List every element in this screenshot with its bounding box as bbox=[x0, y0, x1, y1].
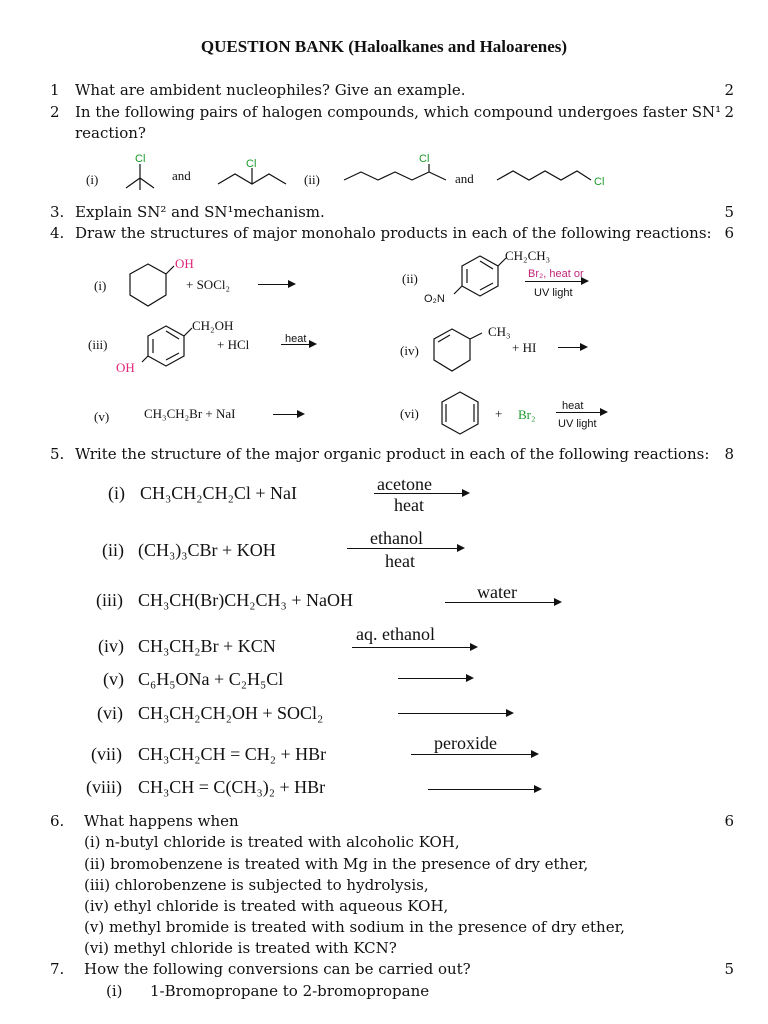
q4-iii-reagent: + HCl bbox=[217, 337, 250, 352]
q2-cl-label: Cl bbox=[135, 153, 146, 165]
q7-text: How the following conversions can be carried out? bbox=[84, 960, 471, 978]
q2-cl-label: Cl bbox=[246, 158, 257, 170]
q4-vi-condition-top: heat bbox=[562, 400, 584, 412]
q4-iv-label: (iv) bbox=[400, 343, 419, 358]
q5-marks: 8 bbox=[724, 445, 734, 463]
q6-marks: 6 bbox=[724, 812, 734, 830]
q4-vi-label: (vi) bbox=[400, 406, 419, 421]
reaction-condition-bottom: heat bbox=[385, 551, 415, 571]
q4-iv-reagent: + HI bbox=[512, 340, 537, 355]
reaction-condition-top: peroxide bbox=[434, 733, 497, 753]
q6-number: 6. bbox=[50, 812, 65, 830]
q4-iii-condition: heat bbox=[285, 333, 307, 345]
cyclohexa-1,3-diene-structure bbox=[440, 390, 480, 438]
q7-item-label: (i) bbox=[106, 982, 123, 1000]
reaction-equation: CH₃CH(Br)CH₂CH₃ + NaOH bbox=[138, 590, 353, 610]
q6-item: (vi) methyl chloride is treated with KCN? bbox=[84, 939, 397, 957]
4-ethylnitrobenzene-structure bbox=[452, 250, 508, 298]
q7-number: 7. bbox=[50, 960, 65, 978]
reaction-condition-top: aq. ethanol bbox=[356, 624, 435, 644]
q4-iii-label: (iii) bbox=[88, 337, 108, 352]
reaction-equation: CH₃CH₂CH₂OH + SOCl₂ bbox=[138, 703, 324, 723]
q6-text: What happens when bbox=[84, 812, 239, 830]
q5-number: 5. bbox=[50, 445, 65, 463]
q4-v-label: (v) bbox=[94, 409, 110, 424]
q4-i-reagent: + SOCl₂ bbox=[186, 277, 231, 292]
2-chlorohexane-structure bbox=[344, 164, 448, 188]
reaction-equation: (CH₃)₃CBr + KOH bbox=[138, 540, 276, 560]
q3-text: Explain SN² and SN¹mechanism. bbox=[75, 203, 325, 221]
reaction-arrow bbox=[398, 678, 472, 679]
reaction-arrow bbox=[258, 284, 294, 285]
reaction-arrow bbox=[558, 347, 586, 348]
reaction-arrow bbox=[428, 789, 540, 790]
q3-marks: 5 bbox=[724, 203, 734, 221]
q2-number: 2 bbox=[50, 103, 60, 121]
q2-cl-label: Cl bbox=[594, 176, 605, 188]
reaction-condition-top: ethanol bbox=[370, 528, 423, 548]
q7-item-text: 1-Bromopropane to 2-bromopropane bbox=[150, 982, 430, 1000]
q4-vi-condition-bottom: UV light bbox=[558, 418, 597, 430]
reaction-label: (vi) bbox=[97, 703, 123, 723]
q1-text: What are ambident nucleophiles? Give an example. bbox=[75, 81, 466, 99]
q2-and-1: and bbox=[172, 168, 191, 183]
q6-item: (iii) chlorobenzene is subjected to hydrolysis, bbox=[84, 876, 429, 894]
q4-ii-condition-bottom: UV light bbox=[534, 287, 573, 299]
reaction-label: (viii) bbox=[86, 777, 122, 797]
q2-pair-i-label: (i) bbox=[86, 172, 99, 187]
q4-ii-label: (ii) bbox=[402, 271, 418, 286]
q5-text: Write the structure of the major organic product in each of the following reactions: bbox=[75, 445, 710, 463]
q6-item: (i) n-butyl chloride is treated with alcoholic KOH, bbox=[84, 833, 460, 851]
q4-ii-condition-top: Br₂, heat or bbox=[528, 268, 584, 280]
reaction-arrow bbox=[347, 548, 463, 549]
reaction-arrow bbox=[281, 344, 315, 345]
reaction-arrow bbox=[411, 754, 537, 755]
reaction-arrow bbox=[273, 414, 303, 415]
q2-marks: 2 bbox=[724, 103, 734, 121]
1-methylcyclohexene-structure bbox=[430, 325, 488, 373]
reaction-arrow bbox=[374, 493, 468, 494]
reaction-label: (iii) bbox=[96, 590, 123, 610]
reaction-label: (iv) bbox=[98, 636, 124, 656]
q2-text-line1: In the following pairs of halogen compounds, which compound undergoes faster SN¹ bbox=[75, 103, 722, 121]
q2-and-2: and bbox=[455, 171, 474, 186]
q4-number: 4. bbox=[50, 224, 65, 242]
reaction-label: (ii) bbox=[102, 540, 124, 560]
reaction-condition-top: water bbox=[477, 582, 517, 602]
reaction-condition-bottom: heat bbox=[394, 495, 424, 515]
page-title: QUESTION BANK (Haloalkanes and Haloarenes) bbox=[200, 37, 568, 56]
q6-item: (ii) bromobenzene is treated with Mg in the presence of dry ether, bbox=[84, 855, 589, 873]
q4-i-oh: OH bbox=[175, 256, 194, 271]
reaction-label: (i) bbox=[108, 483, 125, 503]
reaction-equation: C₆H₅ONa + C₂H₅Cl bbox=[138, 669, 284, 689]
reaction-arrow bbox=[398, 713, 512, 714]
q4-iv-substituent: CH₃ bbox=[488, 324, 511, 339]
q4-ii-substituent: CH₂CH₃ bbox=[505, 248, 551, 263]
tert-butyl-chloride-structure bbox=[120, 164, 160, 194]
reaction-equation: CH₃CH₂Br + KCN bbox=[138, 636, 276, 656]
q4-vi-reagent: Br₂ bbox=[518, 407, 536, 422]
q4-v-equation: CH₃CH₂Br + NaI bbox=[144, 406, 236, 421]
reaction-label: (vii) bbox=[91, 744, 122, 764]
4-hydroxybenzyl-alcohol-structure bbox=[138, 320, 194, 368]
reaction-condition-top: acetone bbox=[377, 474, 432, 494]
q1-number: 1 bbox=[50, 81, 60, 99]
q2-pair-ii-label: (ii) bbox=[304, 172, 320, 187]
reaction-arrow bbox=[352, 647, 476, 648]
q4-marks: 6 bbox=[724, 224, 734, 242]
reaction-equation: CH₃CH = C(CH₃)₂ + HBr bbox=[138, 777, 326, 797]
reaction-equation: CH₃CH₂CH = CH₂ + HBr bbox=[138, 744, 327, 764]
1-chlorohexane-structure bbox=[497, 168, 593, 184]
q4-ii-nitro: O₂N bbox=[424, 293, 445, 305]
reaction-arrow bbox=[525, 281, 587, 282]
reaction-arrow bbox=[445, 602, 560, 603]
reaction-label: (v) bbox=[103, 669, 124, 689]
reaction-equation: CH₃CH₂CH₂Cl + NaI bbox=[140, 483, 297, 503]
q4-vi-plus: + bbox=[495, 406, 503, 421]
q3-number: 3. bbox=[50, 203, 65, 221]
q4-i-label: (i) bbox=[94, 278, 107, 293]
cyclohexanol-structure bbox=[128, 262, 174, 310]
q4-iii-oh: OH bbox=[116, 360, 135, 375]
q7-marks: 5 bbox=[724, 960, 734, 978]
q6-item: (iv) ethyl chloride is treated with aqueous KOH, bbox=[84, 897, 449, 915]
q6-item: (v) methyl bromide is treated with sodium in the presence of dry ether, bbox=[84, 918, 625, 936]
q2-text-line2: reaction? bbox=[75, 124, 146, 142]
q1-marks: 2 bbox=[724, 81, 734, 99]
q4-text: Draw the structures of major monohalo products in each of the following reactions: bbox=[75, 224, 712, 242]
reaction-arrow bbox=[556, 412, 606, 413]
q4-iii-substituent: CH₂OH bbox=[192, 318, 234, 333]
2-chlorobutane-structure bbox=[218, 168, 288, 190]
q2-cl-label: Cl bbox=[419, 153, 430, 165]
